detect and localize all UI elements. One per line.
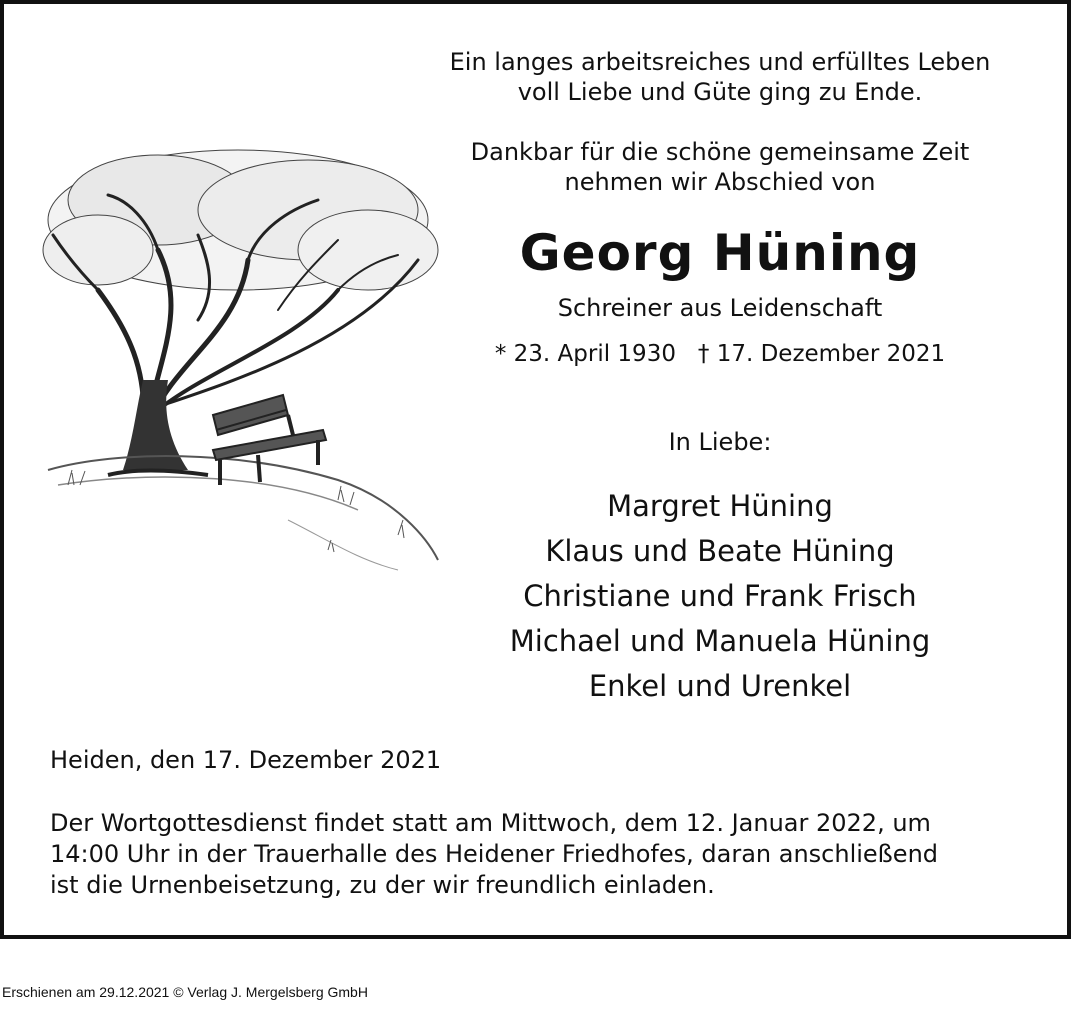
tree-with-bench-illustration xyxy=(38,140,450,580)
deceased-name: Georg Hüning xyxy=(519,224,921,282)
intro-line: Ein langes arbeitsreiches und erfülltes Leben xyxy=(449,48,991,76)
mourner-name: Michael und Manuela Hüning xyxy=(509,624,931,658)
mourner-name: Enkel und Urenkel xyxy=(588,669,852,703)
mourner-name: Margret Hüning xyxy=(607,489,833,523)
place-date: Heiden, den 17. Dezember 2021 xyxy=(50,746,442,774)
service-line: Der Wortgottesdienst findet statt am Mittwoch, dem 12. Januar 2022, um xyxy=(50,809,931,837)
in-love-heading: In Liebe: xyxy=(668,428,772,456)
thanks-text xyxy=(400,137,1040,197)
mourner-name: Christiane und Frank Frisch xyxy=(523,579,917,613)
service-text xyxy=(50,808,1050,901)
service-line: ist die Urnenbeisetzung, zu der wir freundlich einladen. xyxy=(50,871,715,899)
life-dates: * 23. April 1930 † 17. Dezember 2021 xyxy=(494,341,946,367)
intro-line: voll Liebe und Güte ging zu Ende. xyxy=(517,78,923,106)
thanks-line: Dankbar für die schöne gemeinsame Zeit xyxy=(470,138,970,166)
deceased-profession: Schreiner aus Leidenschaft xyxy=(557,294,883,322)
mourner-name: Klaus und Beate Hüning xyxy=(545,534,895,568)
mourners-list xyxy=(400,484,1040,709)
intro-text xyxy=(400,47,1040,107)
publication-footer: Erschienen am 29.12.2021 © Verlag J. Mergelsberg GmbH xyxy=(2,984,368,1000)
service-line: 14:00 Uhr in der Trauerhalle des Heidener Friedhofes, daran anschließend xyxy=(50,840,939,868)
thanks-line: nehmen wir Abschied von xyxy=(564,168,876,196)
